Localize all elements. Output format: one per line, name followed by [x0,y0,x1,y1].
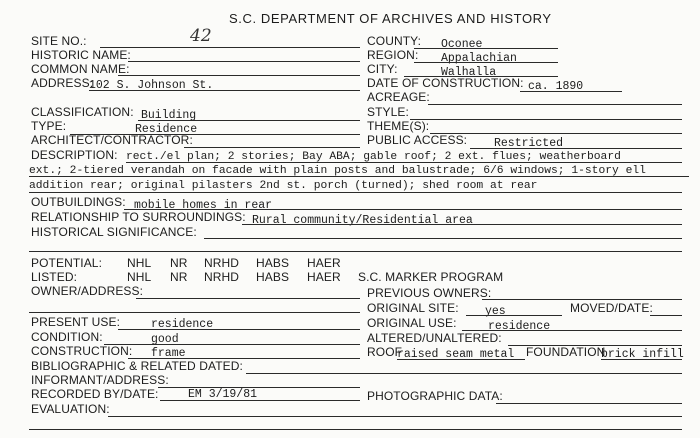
description-line-3: addition rear; original pilasters 2nd st. porch (turned); shed room at rear [29,180,538,192]
potential-habs: HABS [256,256,290,270]
type-label: TYPE: [31,119,67,133]
original-use-label: ORIGINAL USE: [367,316,457,330]
photographic-data-label: PHOTOGRAPHIC DATA: [367,389,503,403]
recorded-by-label: RECORDED BY/DATE: [31,387,159,401]
original-site-line [466,315,562,316]
county-label: COUNTY: [367,34,422,48]
region-line [414,62,558,63]
construction-value: frame [151,347,186,360]
theme-line [430,133,682,134]
style-label: STYLE: [367,105,409,119]
address-label: ADDRESS: [31,76,94,90]
owner-address-line-2 [29,312,360,313]
potential-label: POTENTIAL: [31,256,103,270]
date-line [520,91,622,92]
public-access-label: PUBLIC ACCESS: [367,133,468,147]
moved-date-line [650,315,682,316]
moved-date-label: MOVED/DATE: [570,301,653,315]
previous-owners-line [482,299,682,300]
county-line [414,48,558,49]
potential-nrhd: NRHD [204,256,240,270]
potential-nr: NR [170,256,188,270]
original-site-value: yes [485,305,506,318]
bibliographic-line [246,373,682,374]
condition-line [104,344,360,345]
architect-line [184,147,360,148]
site-no-label: SITE NO.: [31,34,87,48]
present-use-label: PRESENT USE: [31,315,121,329]
original-site-label: ORIGINAL SITE: [367,301,459,315]
architect-label: ARCHITECT/CONTRACTOR: [31,133,193,147]
relationship-line [242,224,682,225]
recorded-by-line [160,400,360,401]
historical-significance-label: HISTORICAL SIGNIFICANCE: [31,225,197,239]
informant-label: INFORMANT/ADDRESS: [31,373,169,387]
public-access-value: Restricted [494,137,564,150]
bibliographic-label: BIBLIOGRAPHIC & RELATED DATED: [31,359,243,373]
listed-habs: HABS [256,270,290,284]
city-value: Walhalla [441,66,497,79]
outbuildings-value: mobile homes in rear [134,199,273,212]
present-use-value: residence [151,318,214,331]
present-use-line [118,329,360,330]
evaluation-line [108,416,682,417]
description-line-2: ext.; 2-tiered verandah on facade with plain posts and balustrade; 6/6 windows; 1-story ell [29,165,646,177]
county-value: Oconee [441,38,483,51]
marker-program-label: S.C. MARKER PROGRAM [358,270,504,284]
listed-nhl: NHL [127,270,152,284]
listed-nr: NR [170,270,188,284]
historic-name-label: HISTORIC NAME: [31,48,131,62]
region-label: REGION: [367,48,419,62]
listed-nrhd: NRHD [204,270,240,284]
region-value: Appalachian [441,52,517,65]
type-value: Residence [135,123,198,136]
foundation-line [601,359,682,360]
common-name-line [118,75,360,76]
roof-line [397,359,525,360]
historic-name-line [128,61,360,62]
relationship-value: Rural community/Residential area [252,214,473,227]
recorded-by-value: EM 3/19/81 [188,388,258,401]
form-title: S.C. DEPARTMENT OF ARCHIVES AND HISTORY [229,11,552,26]
date-label: DATE OF CONSTRUCTION: [367,76,524,90]
description-rule-3 [29,192,682,193]
classification-label: CLASSIFICATION: [31,105,134,119]
owner-address-line [136,298,360,299]
style-line [410,119,682,120]
relationship-label: RELATIONSHIP TO SURROUNDINGS: [31,210,246,224]
historical-significance-line [204,238,682,239]
historical-significance-line-2 [29,251,682,252]
common-name-label: COMMON NAME: [31,62,130,76]
address-line [89,90,360,91]
evaluation-line-2 [29,429,682,430]
site-no-value: 42 [190,26,212,46]
listed-haer: HAER [307,270,341,284]
condition-value: good [151,333,179,346]
public-access-line [470,148,682,149]
address-value: 102 S. Johnson St. [89,79,214,92]
description-rule-2 [29,176,689,177]
previous-owners-label: PREVIOUS OWNERS: [367,286,492,300]
city-label: CITY: [367,62,398,76]
description-rule-1 [126,162,682,163]
acreage-label: ACREAGE: [367,90,430,104]
evaluation-label: EVALUATION: [31,402,110,416]
foundation-value: brick infill [601,348,684,361]
classification-line [138,120,360,121]
date-value: ca. 1890 [528,80,584,93]
roof-value: raised seam metal [397,348,515,361]
roof-label: ROOF [367,345,403,359]
outbuildings-label: OUTBUILDINGS: [31,195,126,209]
listed-label: LISTED: [31,270,78,284]
potential-nhl: NHL [127,256,152,270]
description-label: DESCRIPTION: [31,148,118,162]
foundation-label: FOUNDATION [526,345,606,359]
theme-label: THEME(S): [367,119,430,133]
description-line-1: rect./el plan; 2 stories; Bay ABA; gable roof; 2 ext. flues; weatherboard [126,151,621,163]
original-use-value: residence [488,320,551,333]
potential-haer: HAER [307,256,341,270]
altered-label: ALTERED/UNALTERED: [367,331,502,345]
classification-value: Building [141,109,197,122]
construction-label: CONSTRUCTION: [31,344,133,358]
photographic-data-line [496,403,682,404]
condition-label: CONDITION: [31,330,103,344]
owner-address-label: OWNER/ADDRESS: [31,284,144,298]
site-no-line [100,47,360,48]
acreage-line [428,104,682,105]
